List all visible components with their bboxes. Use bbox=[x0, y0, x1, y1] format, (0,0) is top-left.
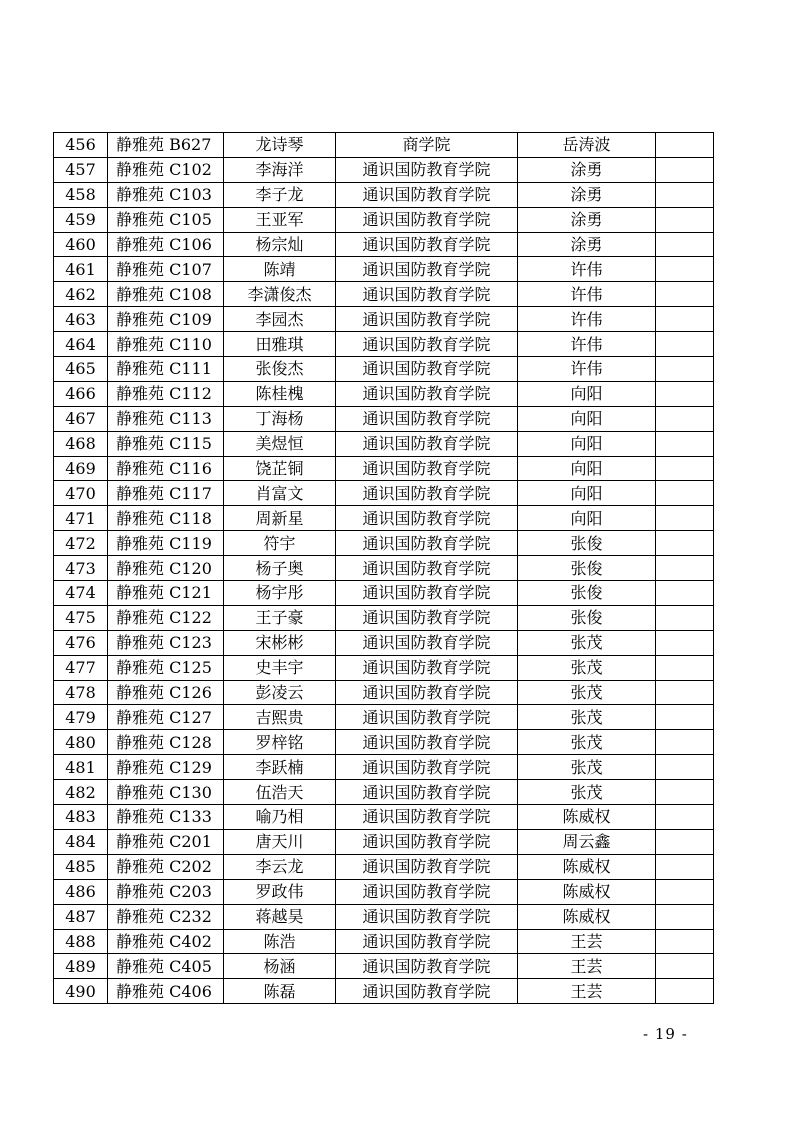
student-name-cell: 李子龙 bbox=[224, 182, 336, 207]
student-name-cell: 美煜恒 bbox=[224, 431, 336, 456]
room-cell: 静雅苑 C118 bbox=[108, 506, 224, 531]
counselor-cell: 张俊 bbox=[518, 531, 656, 556]
row-number-cell: 458 bbox=[54, 182, 108, 207]
student-name-cell: 饶芷铜 bbox=[224, 456, 336, 481]
note-cell bbox=[656, 680, 714, 705]
counselor-cell: 张茂 bbox=[518, 680, 656, 705]
room-cell: 静雅苑 C402 bbox=[108, 929, 224, 954]
counselor-cell: 张茂 bbox=[518, 705, 656, 730]
college-cell: 通识国防教育学院 bbox=[336, 730, 518, 755]
college-cell: 通识国防教育学院 bbox=[336, 954, 518, 979]
counselor-cell: 王芸 bbox=[518, 979, 656, 1004]
counselor-cell: 张俊 bbox=[518, 556, 656, 581]
table-row bbox=[54, 332, 714, 357]
note-cell bbox=[656, 332, 714, 357]
table-row bbox=[54, 257, 714, 282]
college-cell: 通识国防教育学院 bbox=[336, 705, 518, 730]
college-cell: 通识国防教育学院 bbox=[336, 406, 518, 431]
row-number-cell: 456 bbox=[54, 133, 108, 158]
college-cell: 通识国防教育学院 bbox=[336, 207, 518, 232]
note-cell bbox=[656, 879, 714, 904]
room-cell: 静雅苑 C107 bbox=[108, 257, 224, 282]
student-name-cell: 李园杰 bbox=[224, 307, 336, 332]
room-cell: 静雅苑 C123 bbox=[108, 630, 224, 655]
college-cell: 通识国防教育学院 bbox=[336, 879, 518, 904]
room-cell: 静雅苑 C232 bbox=[108, 904, 224, 929]
row-number-cell: 486 bbox=[54, 879, 108, 904]
table-row bbox=[54, 954, 714, 979]
counselor-cell: 向阳 bbox=[518, 381, 656, 406]
note-cell bbox=[656, 979, 714, 1004]
counselor-cell: 涂勇 bbox=[518, 157, 656, 182]
row-number-cell: 476 bbox=[54, 630, 108, 655]
room-cell: 静雅苑 C110 bbox=[108, 332, 224, 357]
table-row bbox=[54, 904, 714, 929]
note-cell bbox=[656, 531, 714, 556]
counselor-cell: 涂勇 bbox=[518, 232, 656, 257]
room-cell: 静雅苑 C111 bbox=[108, 357, 224, 382]
table-row bbox=[54, 581, 714, 606]
room-cell: 静雅苑 C129 bbox=[108, 755, 224, 780]
table-row bbox=[54, 207, 714, 232]
college-cell: 通识国防教育学院 bbox=[336, 755, 518, 780]
table-row bbox=[54, 879, 714, 904]
note-cell bbox=[656, 357, 714, 382]
student-name-cell: 王亚军 bbox=[224, 207, 336, 232]
room-cell: 静雅苑 C128 bbox=[108, 730, 224, 755]
table-row bbox=[54, 730, 714, 755]
college-cell: 通识国防教育学院 bbox=[336, 605, 518, 630]
college-cell: 通识国防教育学院 bbox=[336, 780, 518, 805]
note-cell bbox=[656, 829, 714, 854]
room-cell: 静雅苑 C127 bbox=[108, 705, 224, 730]
row-number-cell: 485 bbox=[54, 854, 108, 879]
counselor-cell: 张俊 bbox=[518, 605, 656, 630]
note-cell bbox=[656, 605, 714, 630]
row-number-cell: 460 bbox=[54, 232, 108, 257]
student-name-cell: 丁海杨 bbox=[224, 406, 336, 431]
row-number-cell: 464 bbox=[54, 332, 108, 357]
room-cell: 静雅苑 C105 bbox=[108, 207, 224, 232]
room-cell: 静雅苑 C113 bbox=[108, 406, 224, 431]
student-name-cell: 伍浩天 bbox=[224, 780, 336, 805]
student-name-cell: 田雅琪 bbox=[224, 332, 336, 357]
row-number-cell: 480 bbox=[54, 730, 108, 755]
row-number-cell: 463 bbox=[54, 307, 108, 332]
table-row bbox=[54, 481, 714, 506]
counselor-cell: 张茂 bbox=[518, 780, 656, 805]
room-cell: 静雅苑 C115 bbox=[108, 431, 224, 456]
row-number-cell: 477 bbox=[54, 655, 108, 680]
student-name-cell: 李潇俊杰 bbox=[224, 282, 336, 307]
row-number-cell: 489 bbox=[54, 954, 108, 979]
counselor-cell: 张茂 bbox=[518, 730, 656, 755]
college-cell: 通识国防教育学院 bbox=[336, 332, 518, 357]
counselor-cell: 向阳 bbox=[518, 456, 656, 481]
room-cell: 静雅苑 C103 bbox=[108, 182, 224, 207]
counselor-cell: 向阳 bbox=[518, 406, 656, 431]
note-cell bbox=[656, 705, 714, 730]
table-row bbox=[54, 357, 714, 382]
student-name-cell: 宋彬彬 bbox=[224, 630, 336, 655]
counselor-cell: 向阳 bbox=[518, 481, 656, 506]
room-cell: 静雅苑 C133 bbox=[108, 805, 224, 830]
counselor-cell: 许伟 bbox=[518, 282, 656, 307]
college-cell: 通识国防教育学院 bbox=[336, 531, 518, 556]
student-name-cell: 蒋越昊 bbox=[224, 904, 336, 929]
row-number-cell: 475 bbox=[54, 605, 108, 630]
row-number-cell: 490 bbox=[54, 979, 108, 1004]
note-cell bbox=[656, 406, 714, 431]
note-cell bbox=[656, 207, 714, 232]
table-row bbox=[54, 307, 714, 332]
college-cell: 通识国防教育学院 bbox=[336, 854, 518, 879]
row-number-cell: 457 bbox=[54, 157, 108, 182]
room-cell: 静雅苑 C121 bbox=[108, 581, 224, 606]
note-cell bbox=[656, 630, 714, 655]
note-cell bbox=[656, 581, 714, 606]
note-cell bbox=[656, 556, 714, 581]
note-cell bbox=[656, 257, 714, 282]
dormitory-roster-table bbox=[53, 132, 714, 1004]
note-cell bbox=[656, 506, 714, 531]
room-cell: 静雅苑 C106 bbox=[108, 232, 224, 257]
student-name-cell: 陈浩 bbox=[224, 929, 336, 954]
room-cell: 静雅苑 C122 bbox=[108, 605, 224, 630]
row-number-cell: 482 bbox=[54, 780, 108, 805]
row-number-cell: 459 bbox=[54, 207, 108, 232]
counselor-cell: 许伟 bbox=[518, 257, 656, 282]
counselor-cell: 王芸 bbox=[518, 929, 656, 954]
note-cell bbox=[656, 232, 714, 257]
row-number-cell: 469 bbox=[54, 456, 108, 481]
student-name-cell: 陈桂槐 bbox=[224, 381, 336, 406]
room-cell: 静雅苑 C116 bbox=[108, 456, 224, 481]
note-cell bbox=[656, 157, 714, 182]
table-row bbox=[54, 282, 714, 307]
student-name-cell: 杨涵 bbox=[224, 954, 336, 979]
room-cell: 静雅苑 C117 bbox=[108, 481, 224, 506]
student-name-cell: 李云龙 bbox=[224, 854, 336, 879]
note-cell bbox=[656, 655, 714, 680]
row-number-cell: 487 bbox=[54, 904, 108, 929]
college-cell: 通识国防教育学院 bbox=[336, 556, 518, 581]
table-row bbox=[54, 929, 714, 954]
room-cell: 静雅苑 B627 bbox=[108, 133, 224, 158]
college-cell: 通识国防教育学院 bbox=[336, 431, 518, 456]
counselor-cell: 王芸 bbox=[518, 954, 656, 979]
note-cell bbox=[656, 182, 714, 207]
row-number-cell: 483 bbox=[54, 805, 108, 830]
table-row bbox=[54, 506, 714, 531]
room-cell: 静雅苑 C109 bbox=[108, 307, 224, 332]
note-cell bbox=[656, 954, 714, 979]
row-number-cell: 465 bbox=[54, 357, 108, 382]
room-cell: 静雅苑 C120 bbox=[108, 556, 224, 581]
note-cell bbox=[656, 780, 714, 805]
college-cell: 通识国防教育学院 bbox=[336, 581, 518, 606]
note-cell bbox=[656, 755, 714, 780]
student-name-cell: 罗梓铭 bbox=[224, 730, 336, 755]
room-cell: 静雅苑 C202 bbox=[108, 854, 224, 879]
student-name-cell: 李海洋 bbox=[224, 157, 336, 182]
row-number-cell: 472 bbox=[54, 531, 108, 556]
counselor-cell: 陈威权 bbox=[518, 854, 656, 879]
counselor-cell: 向阳 bbox=[518, 506, 656, 531]
room-cell: 静雅苑 C406 bbox=[108, 979, 224, 1004]
college-cell: 通识国防教育学院 bbox=[336, 381, 518, 406]
student-name-cell: 陈靖 bbox=[224, 257, 336, 282]
student-name-cell: 周新星 bbox=[224, 506, 336, 531]
room-cell: 静雅苑 C201 bbox=[108, 829, 224, 854]
college-cell: 通识国防教育学院 bbox=[336, 506, 518, 531]
counselor-cell: 陈威权 bbox=[518, 805, 656, 830]
counselor-cell: 张茂 bbox=[518, 655, 656, 680]
table-row bbox=[54, 705, 714, 730]
counselor-cell: 张茂 bbox=[518, 755, 656, 780]
row-number-cell: 474 bbox=[54, 581, 108, 606]
college-cell: 通识国防教育学院 bbox=[336, 456, 518, 481]
room-cell: 静雅苑 C125 bbox=[108, 655, 224, 680]
note-cell bbox=[656, 929, 714, 954]
room-cell: 静雅苑 C405 bbox=[108, 954, 224, 979]
table-row bbox=[54, 157, 714, 182]
row-number-cell: 461 bbox=[54, 257, 108, 282]
student-name-cell: 唐天川 bbox=[224, 829, 336, 854]
table-row bbox=[54, 531, 714, 556]
student-name-cell: 吉熙贵 bbox=[224, 705, 336, 730]
note-cell bbox=[656, 431, 714, 456]
college-cell: 通识国防教育学院 bbox=[336, 829, 518, 854]
note-cell bbox=[656, 730, 714, 755]
student-name-cell: 杨子奥 bbox=[224, 556, 336, 581]
counselor-cell: 张茂 bbox=[518, 630, 656, 655]
table-row bbox=[54, 133, 714, 158]
student-name-cell: 罗政伟 bbox=[224, 879, 336, 904]
counselor-cell: 许伟 bbox=[518, 307, 656, 332]
college-cell: 通识国防教育学院 bbox=[336, 182, 518, 207]
row-number-cell: 478 bbox=[54, 680, 108, 705]
table-row bbox=[54, 381, 714, 406]
note-cell bbox=[656, 133, 714, 158]
table-row bbox=[54, 630, 714, 655]
table-row bbox=[54, 854, 714, 879]
note-cell bbox=[656, 456, 714, 481]
note-cell bbox=[656, 381, 714, 406]
counselor-cell: 向阳 bbox=[518, 431, 656, 456]
college-cell: 通识国防教育学院 bbox=[336, 904, 518, 929]
room-cell: 静雅苑 C112 bbox=[108, 381, 224, 406]
row-number-cell: 484 bbox=[54, 829, 108, 854]
table-row bbox=[54, 780, 714, 805]
table-row bbox=[54, 805, 714, 830]
counselor-cell: 涂勇 bbox=[518, 207, 656, 232]
counselor-cell: 张俊 bbox=[518, 581, 656, 606]
student-name-cell: 史丰宇 bbox=[224, 655, 336, 680]
table-row bbox=[54, 556, 714, 581]
row-number-cell: 479 bbox=[54, 705, 108, 730]
table-row bbox=[54, 182, 714, 207]
college-cell: 通识国防教育学院 bbox=[336, 257, 518, 282]
counselor-cell: 陈威权 bbox=[518, 879, 656, 904]
student-name-cell: 肖富文 bbox=[224, 481, 336, 506]
college-cell: 通识国防教育学院 bbox=[336, 307, 518, 332]
table-row bbox=[54, 605, 714, 630]
row-number-cell: 468 bbox=[54, 431, 108, 456]
note-cell bbox=[656, 481, 714, 506]
college-cell: 通识国防教育学院 bbox=[336, 157, 518, 182]
counselor-cell: 陈威权 bbox=[518, 904, 656, 929]
college-cell: 商学院 bbox=[336, 133, 518, 158]
college-cell: 通识国防教育学院 bbox=[336, 929, 518, 954]
college-cell: 通识国防教育学院 bbox=[336, 680, 518, 705]
room-cell: 静雅苑 C126 bbox=[108, 680, 224, 705]
student-name-cell: 杨宇彤 bbox=[224, 581, 336, 606]
room-cell: 静雅苑 C119 bbox=[108, 531, 224, 556]
student-name-cell: 张俊杰 bbox=[224, 357, 336, 382]
student-name-cell: 陈磊 bbox=[224, 979, 336, 1004]
counselor-cell: 许伟 bbox=[518, 332, 656, 357]
student-name-cell: 彭凌云 bbox=[224, 680, 336, 705]
row-number-cell: 470 bbox=[54, 481, 108, 506]
note-cell bbox=[656, 282, 714, 307]
counselor-cell: 涂勇 bbox=[518, 182, 656, 207]
row-number-cell: 467 bbox=[54, 406, 108, 431]
room-cell: 静雅苑 C102 bbox=[108, 157, 224, 182]
note-cell bbox=[656, 904, 714, 929]
table-row bbox=[54, 755, 714, 780]
row-number-cell: 471 bbox=[54, 506, 108, 531]
college-cell: 通识国防教育学院 bbox=[336, 282, 518, 307]
table-row bbox=[54, 829, 714, 854]
college-cell: 通识国防教育学院 bbox=[336, 481, 518, 506]
student-name-cell: 喻乃相 bbox=[224, 805, 336, 830]
table-row bbox=[54, 680, 714, 705]
row-number-cell: 488 bbox=[54, 929, 108, 954]
student-name-cell: 李跃楠 bbox=[224, 755, 336, 780]
counselor-cell: 岳涛波 bbox=[518, 133, 656, 158]
table-row bbox=[54, 979, 714, 1004]
college-cell: 通识国防教育学院 bbox=[336, 805, 518, 830]
college-cell: 通识国防教育学院 bbox=[336, 357, 518, 382]
table-row bbox=[54, 406, 714, 431]
table-row bbox=[54, 655, 714, 680]
college-cell: 通识国防教育学院 bbox=[336, 630, 518, 655]
college-cell: 通识国防教育学院 bbox=[336, 232, 518, 257]
college-cell: 通识国防教育学院 bbox=[336, 655, 518, 680]
student-name-cell: 王子豪 bbox=[224, 605, 336, 630]
counselor-cell: 许伟 bbox=[518, 357, 656, 382]
room-cell: 静雅苑 C130 bbox=[108, 780, 224, 805]
table-body bbox=[54, 133, 714, 1004]
page-number: - 19 - bbox=[643, 1025, 688, 1043]
room-cell: 静雅苑 C203 bbox=[108, 879, 224, 904]
note-cell bbox=[656, 854, 714, 879]
student-name-cell: 杨宗灿 bbox=[224, 232, 336, 257]
note-cell bbox=[656, 307, 714, 332]
student-name-cell: 龙诗琴 bbox=[224, 133, 336, 158]
table-row bbox=[54, 232, 714, 257]
row-number-cell: 462 bbox=[54, 282, 108, 307]
note-cell bbox=[656, 805, 714, 830]
counselor-cell: 周云鑫 bbox=[518, 829, 656, 854]
table-row bbox=[54, 456, 714, 481]
row-number-cell: 473 bbox=[54, 556, 108, 581]
college-cell: 通识国防教育学院 bbox=[336, 979, 518, 1004]
room-cell: 静雅苑 C108 bbox=[108, 282, 224, 307]
row-number-cell: 466 bbox=[54, 381, 108, 406]
row-number-cell: 481 bbox=[54, 755, 108, 780]
table-row bbox=[54, 431, 714, 456]
student-name-cell: 符宇 bbox=[224, 531, 336, 556]
